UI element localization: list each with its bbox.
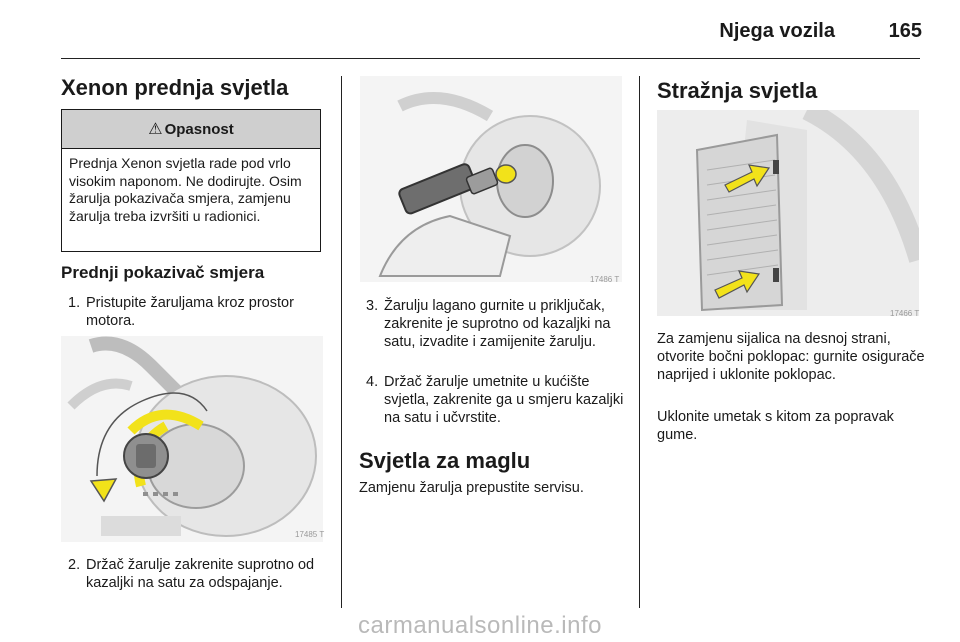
step-text: Pristupite žaruljama kroz prostor motora. — [86, 295, 294, 329]
warning-text: Prednja Xenon svjetla rade pod vrlo visokim naponom. Ne dodirujte. Osim žarulja pokazivača smjera, zamjenu žarulja treba izvršiti u radionici. — [69, 155, 302, 224]
step-4 — [366, 373, 632, 427]
warning-triangle-icon: ⚠ — [148, 121, 163, 138]
step-number: 2. — [68, 557, 81, 573]
step-1 — [68, 294, 330, 330]
rear-lights-title: Stražnja svjetla — [657, 78, 818, 103]
xenon-headlights-title: Xenon prednja svjetla — [61, 75, 289, 100]
page-number: 165 — [888, 20, 922, 42]
step-number: 1. — [68, 295, 81, 311]
step-number: 4. — [366, 374, 379, 390]
step-2 — [68, 556, 336, 592]
danger-warning-box — [61, 109, 321, 252]
rear-lights-para-1: Za zamjenu sijalica na desnoj strani, otvorite bočni poklopac: gurnite osigurače naprijed i uklonite poklopac. — [657, 331, 925, 383]
step-text: Držač žarulje zakrenite suprotno od kazaljki na satu za odspajanje. — [86, 557, 315, 591]
illustration-bulb-holder-rotate — [61, 336, 323, 542]
front-indicator-subheading: Prednji pokazivač smjera — [61, 263, 265, 282]
warning-header — [62, 110, 320, 149]
image-code: 17466 T — [890, 309, 920, 318]
header-rule — [61, 58, 920, 59]
illustration-bulb-removal — [360, 76, 622, 282]
fog-lights-text: Zamjenu žarulja prepustite servisu. — [359, 480, 584, 496]
step-text: Žarulju lagano gurnite u priključak, zakrenite je suprotno od kazaljki na satu, izvadite i zamijenite žarulju. — [384, 298, 611, 350]
step-number: 3. — [366, 298, 379, 314]
illustration-side-cover-clips — [657, 110, 919, 316]
image-code: 17485 T — [295, 530, 325, 539]
step-3 — [366, 297, 632, 351]
section-title: Njega vozila — [719, 20, 835, 42]
fog-lights-title: Svjetla za maglu — [359, 448, 531, 473]
watermark: carmanualsonline.info — [358, 612, 602, 639]
step-text: Držač žarulje umetnite u kućište svjetla, zakrenite ga u smjeru kazaljki na satu i učvrstite. — [384, 374, 624, 426]
warning-heading: Opasnost — [164, 120, 234, 138]
column-divider-2 — [639, 76, 640, 608]
rear-lights-para-2: Uklonite umetak s kitom za popravak gume. — [657, 409, 894, 443]
column-divider-1 — [341, 76, 342, 608]
image-code: 17486 T — [590, 275, 620, 284]
